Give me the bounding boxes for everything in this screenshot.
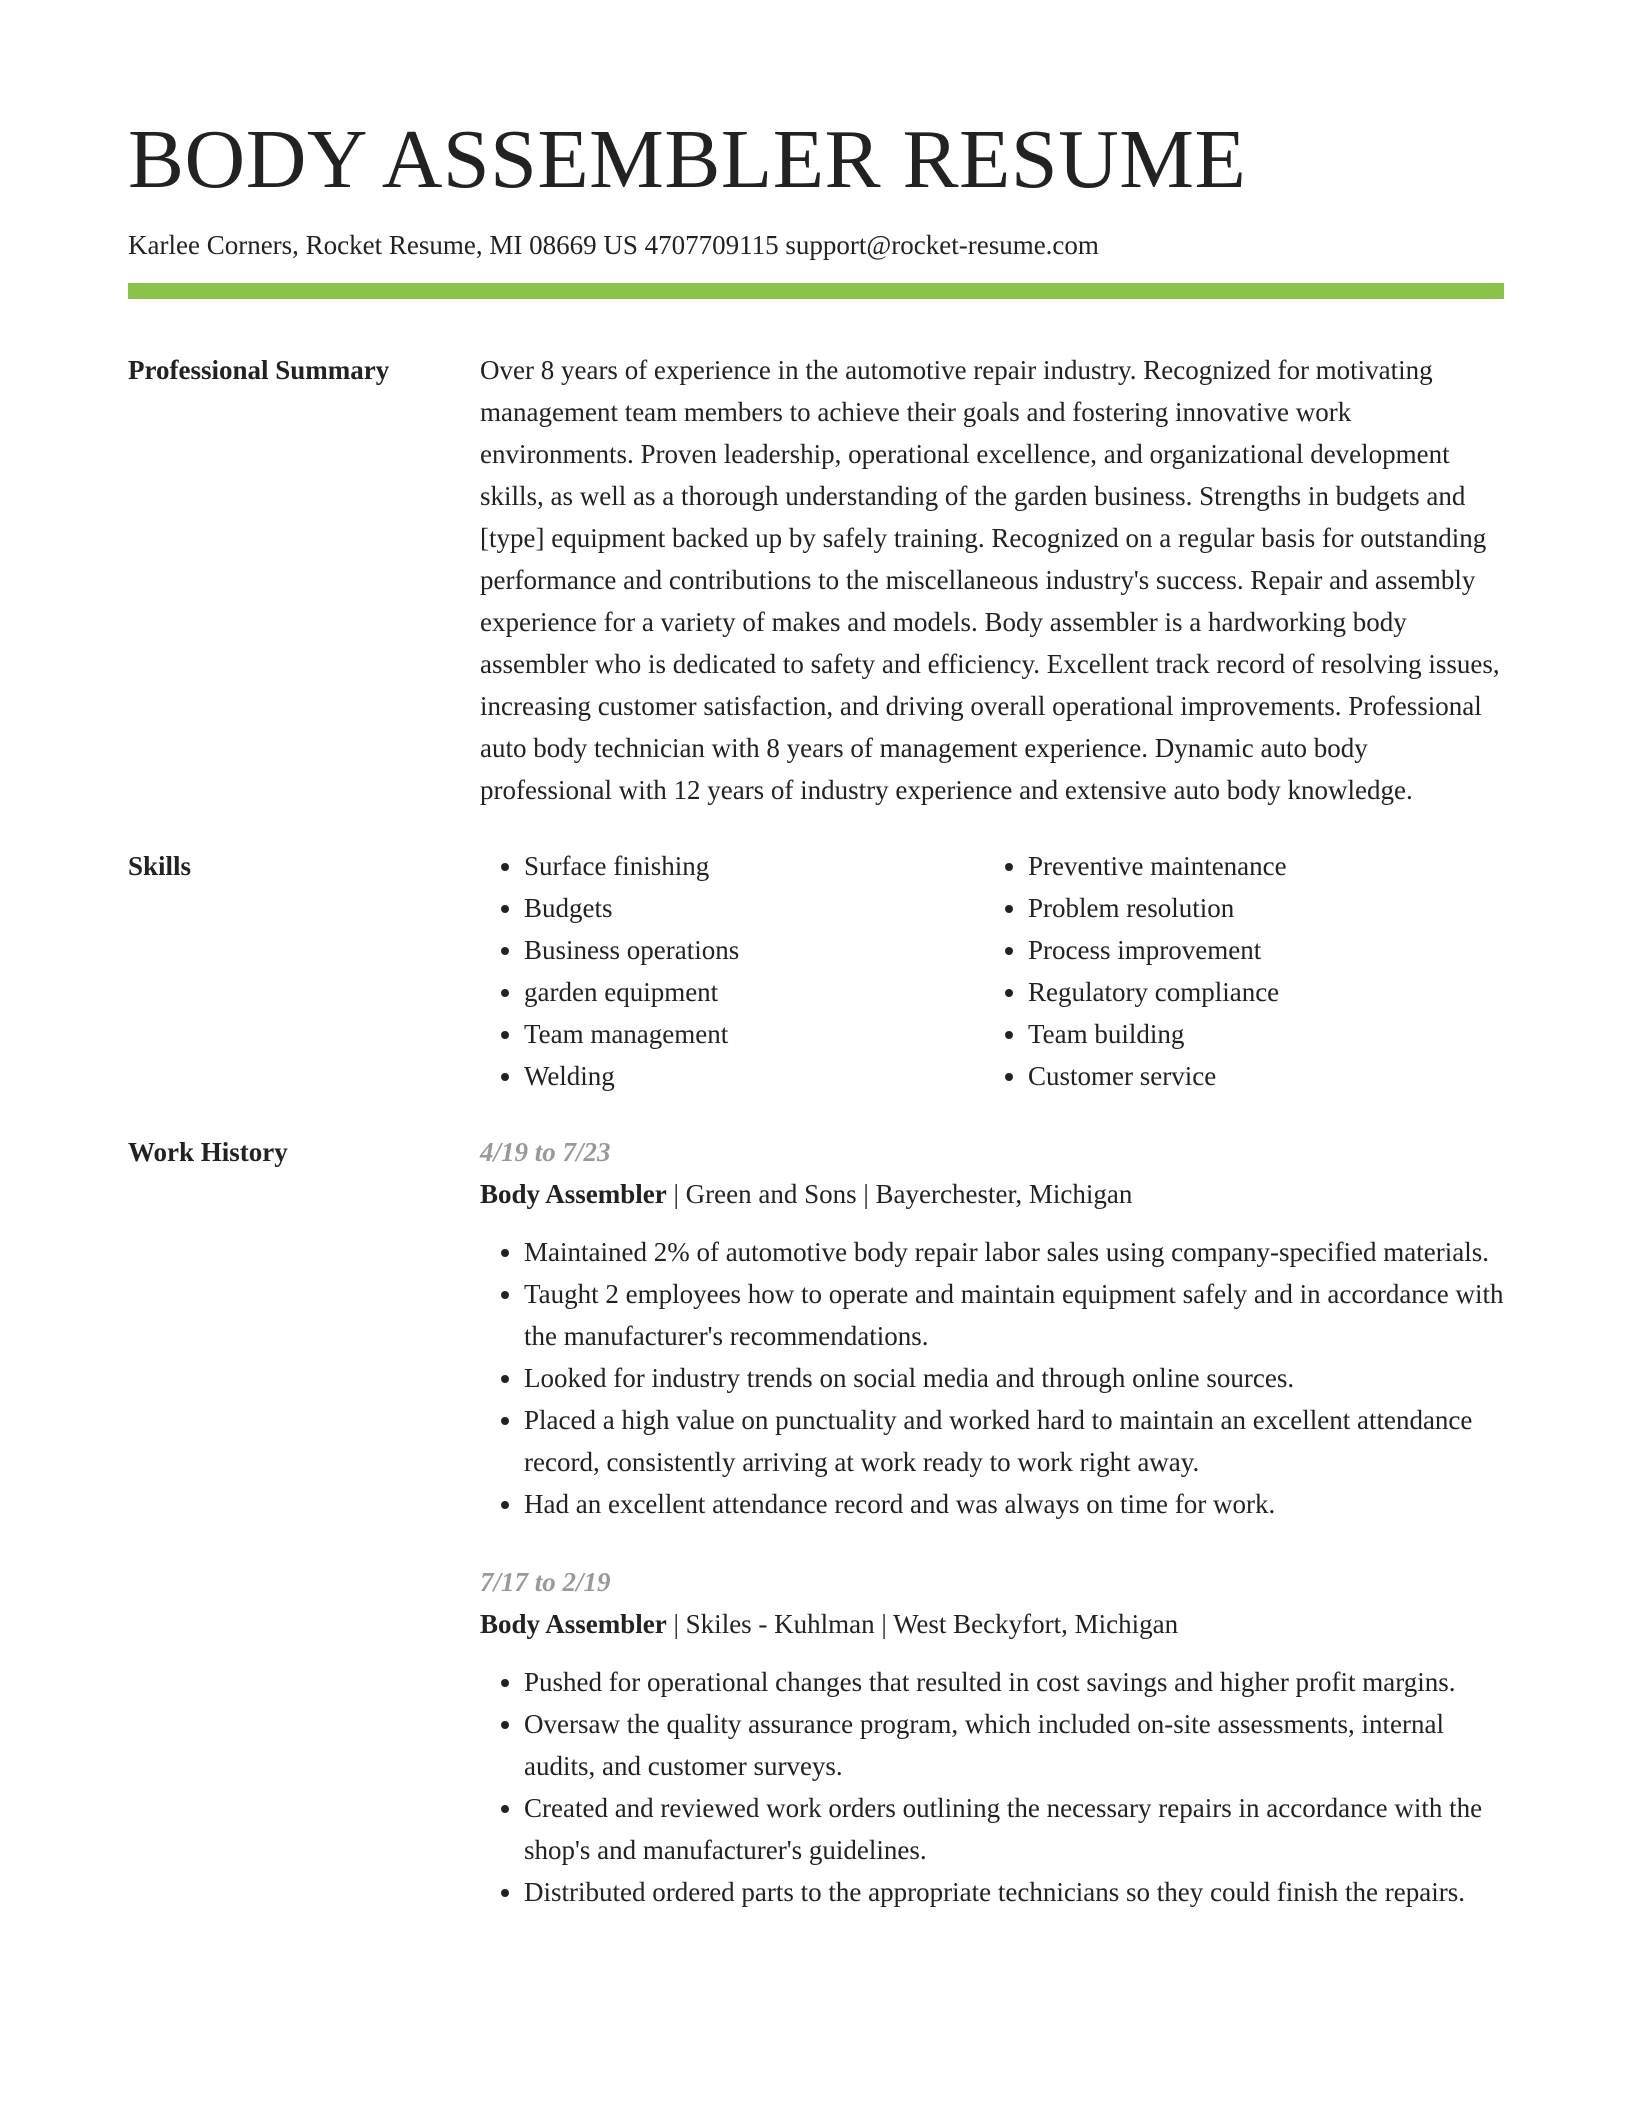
job-duty: • Oversaw the quality assurance program, which included on-site assessments, internal audits, and customer surveys. [524,1703,1504,1787]
skill-item: • Regulatory compliance [1028,971,1488,1013]
skill-item: • Preventive maintenance [1028,845,1488,887]
job-duty: • Distributed ordered parts to the appropriate technicians so they could finish the repairs. [524,1871,1504,1913]
work-history-section [128,1131,1504,1949]
job-duty: • Created and reviewed work orders outlining the necessary repairs in accordance with the shop's and manufacturer's guidelines. [524,1787,1504,1871]
work-history-body [480,1131,1504,1949]
skill-item: • Customer service [1028,1055,1488,1097]
skill-item: • Team building [1028,1013,1488,1055]
job-duty: • Maintained 2% of automotive body repair labor sales using company-specified materials. [524,1231,1504,1273]
skills-list-left [480,845,984,1097]
skill-item: • Team management [524,1013,984,1055]
skill-item: • Problem resolution [1028,887,1488,929]
job-dates: 7/17 to 2/19 [480,1567,611,1598]
skills-label: Skills [128,851,192,882]
summary-section [128,349,1504,811]
skill-item: • Budgets [524,887,984,929]
job-duty: • Had an excellent attendance record and was always on time for work. [524,1483,1504,1525]
skill-item: • Process improvement [1028,929,1488,971]
work-history-label: Work History [128,1137,288,1168]
skills-body [480,845,1504,1097]
job-duty: • Looked for industry trends on social media and through online sources. [524,1357,1504,1399]
summary-text: Over 8 years of experience in the automotive repair industry. Recognized for motivating management team members to achieve their goals and fostering innovative work environments. Proven leadership, operational excellence, and organizational development skills, as well as a thorough understanding of the garden business. Strengths in budgets and [type] equipment backed up by safely training. Recognized on a regular basis for outstanding performance and contributions to the miscellaneous industry's success. Repair and assembly experience for a variety of makes and models. Body assembler is a hardworking body assembler who is dedicated to safety and efficiency. Excellent track record of resolving issues, increasing customer satisfaction, and driving overall operational improvements. Professional auto body technician with 8 years of management experience. Dynamic auto body professional with 12 years of industry experience and extensive auto body knowledge. [480,355,1500,806]
skill-item: • Business operations [524,929,984,971]
job-title: Body Assembler [480,1179,667,1210]
skill-item: • garden equipment [524,971,984,1013]
job-duties-list [480,1231,1504,1525]
skills-list-right [984,845,1488,1097]
contact-line: Karlee Corners, Rocket Resume, MI 08669 US 4707709115 support@rocket-resume.com [128,230,1099,260]
job-duty: • Placed a high value on punctuality and worked hard to maintain an excellent attendance record, consistently arriving at work ready to work right away. [524,1399,1504,1483]
job-entry [480,1561,1504,1913]
skill-item: • Surface finishing [524,845,984,887]
job-entry [480,1131,1504,1525]
job-duties-list [480,1661,1504,1913]
skill-item: • Welding [524,1055,984,1097]
skills-section [128,845,1504,1097]
job-duty: • Taught 2 employees how to operate and maintain equipment safely and in accordance with the manufacturer's recommendations. [524,1273,1504,1357]
job-dates: 4/19 to 7/23 [480,1137,611,1168]
job-employer-location: | Skiles - Kuhlman | West Beckyfort, Michigan [666,1609,1179,1640]
job-heading [480,1173,1504,1215]
job-employer-location: | Green and Sons | Bayerchester, Michigan [666,1179,1133,1210]
job-duty: • Pushed for operational changes that resulted in cost savings and higher profit margins. [524,1661,1504,1703]
job-heading [480,1603,1504,1645]
accent-divider [128,283,1504,299]
resume-title: BODY ASSEMBLER RESUME [128,113,1247,206]
job-title: Body Assembler [480,1609,667,1640]
summary-body [480,349,1504,811]
summary-label: Professional Summary [128,355,390,386]
